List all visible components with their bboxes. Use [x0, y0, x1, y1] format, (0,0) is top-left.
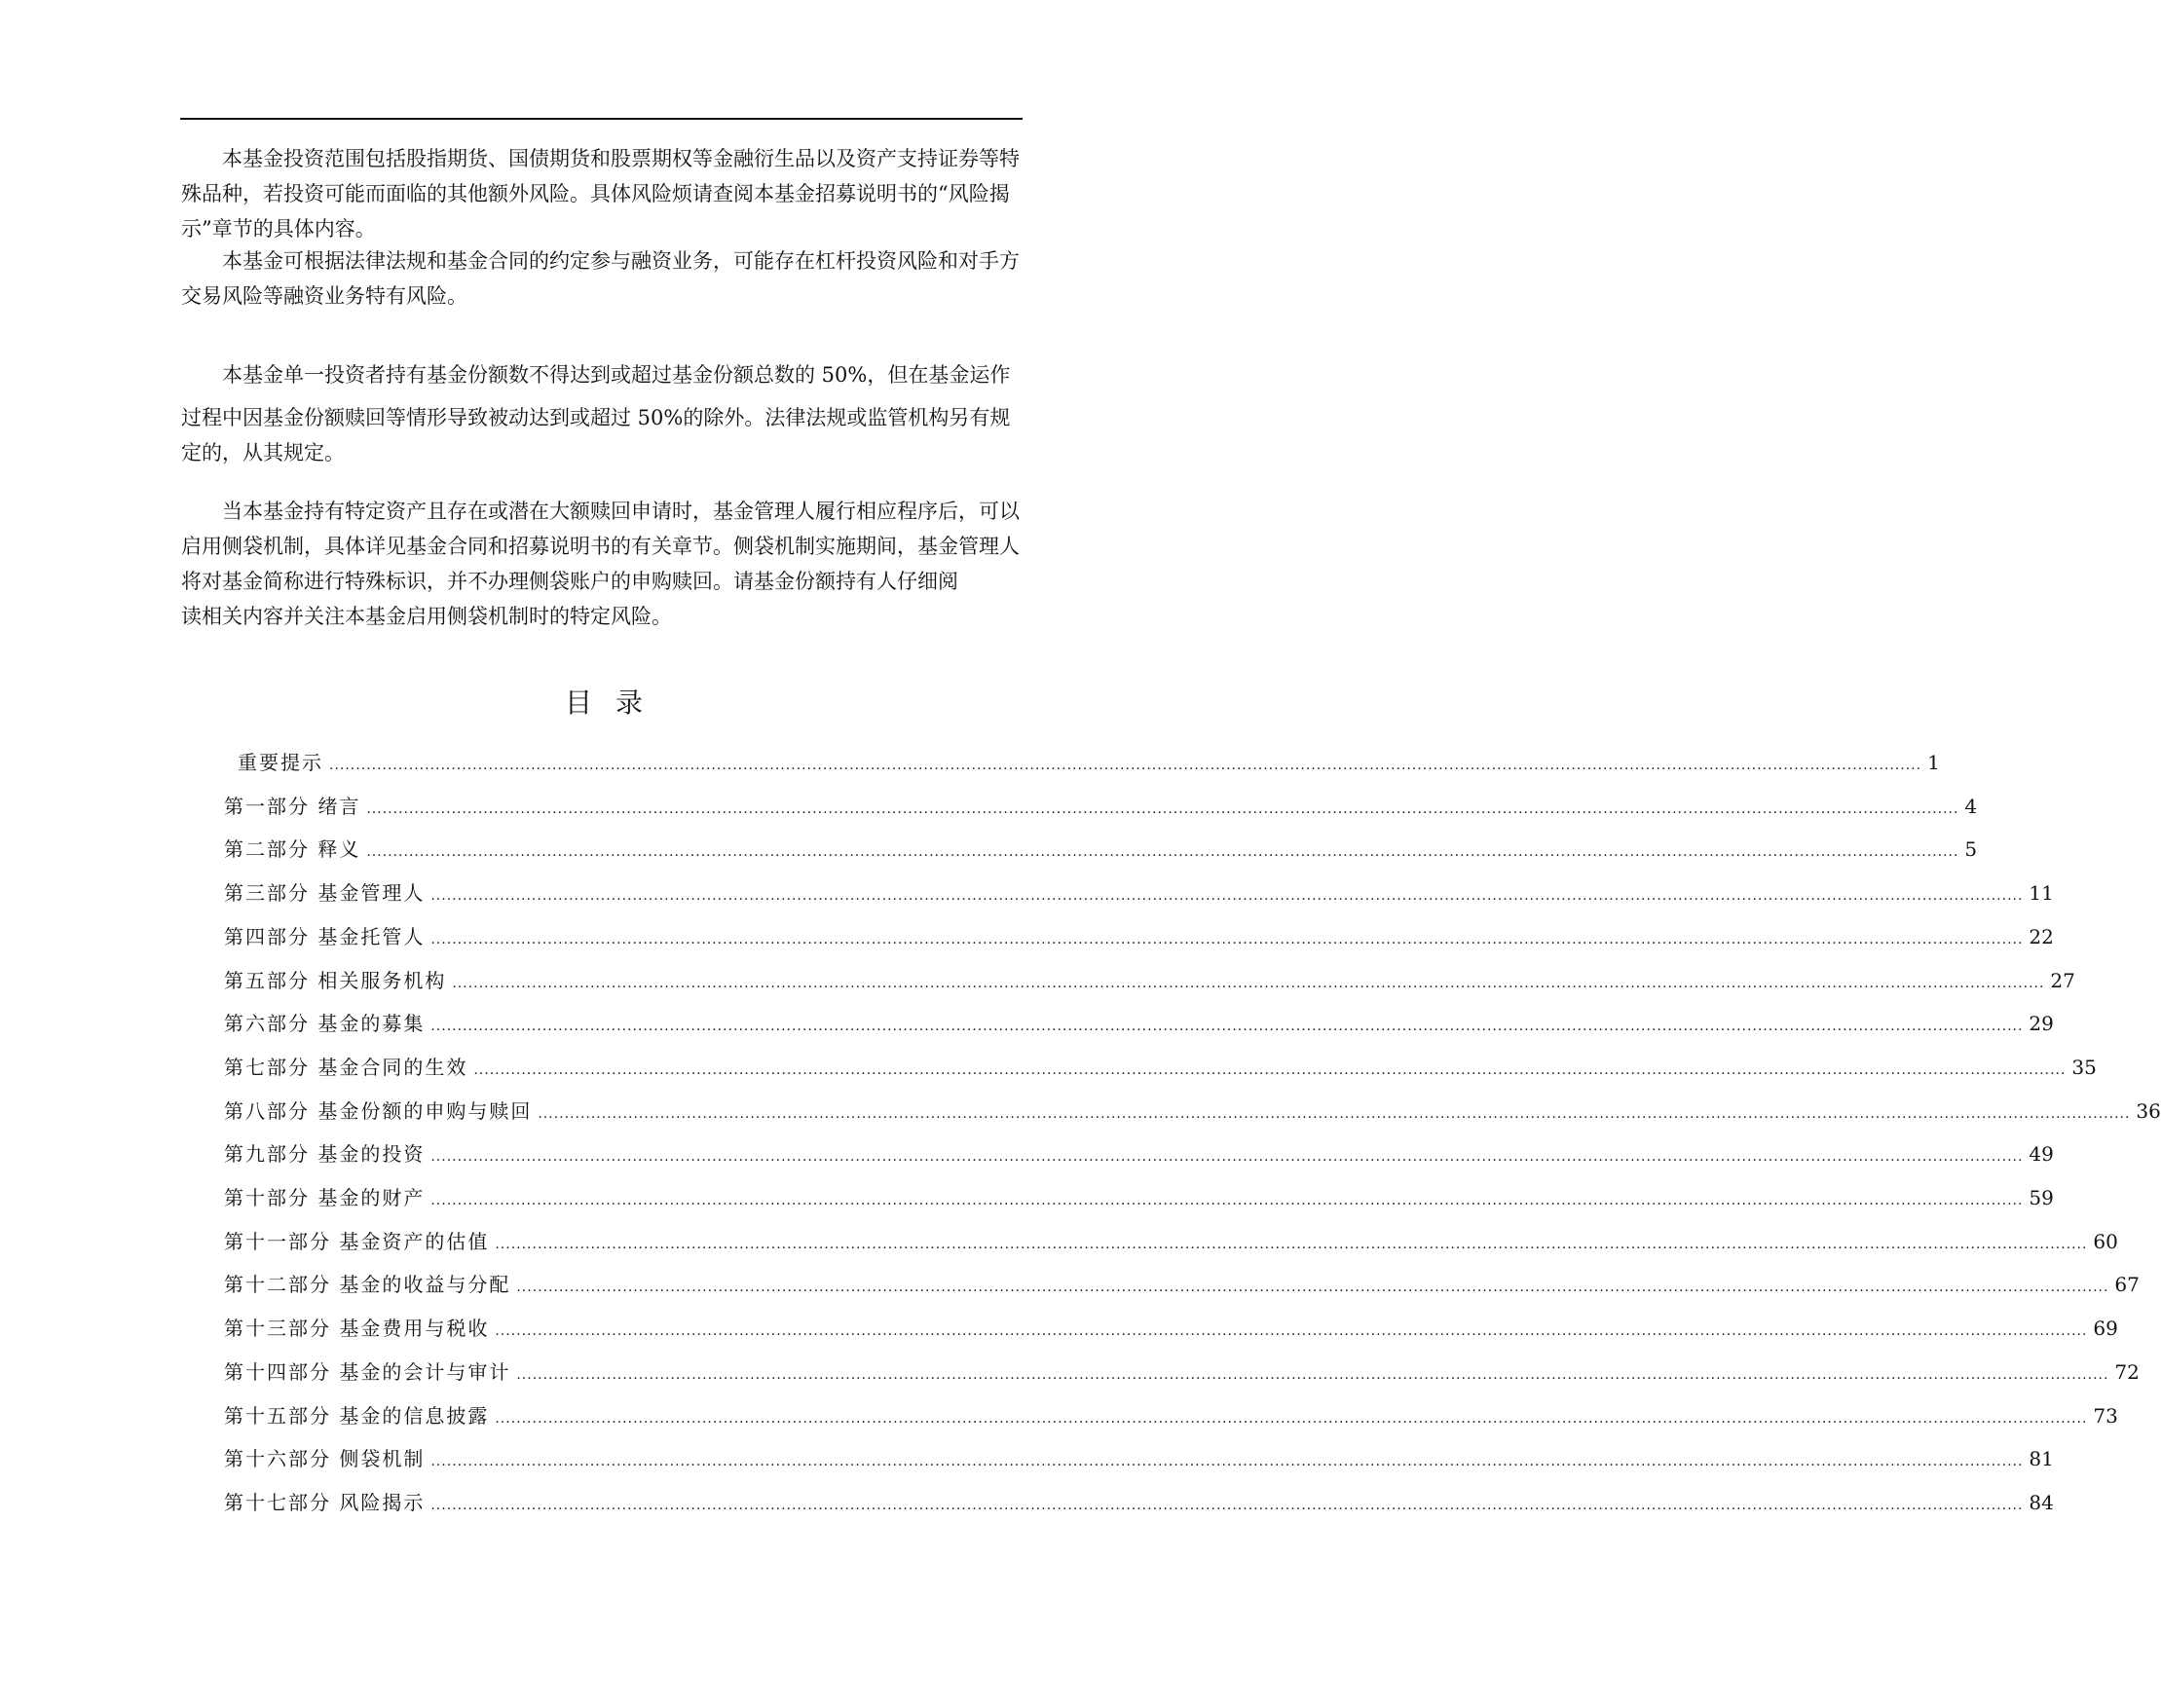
toc-entry-label: 第八部分 基金份额的申购与赎回 — [224, 1098, 533, 1123]
toc-dot-leader: ............................................................................................................................................................................................................................................................................................................ — [516, 1280, 2109, 1296]
toc-entry-page-number: 49 — [2029, 1142, 2054, 1167]
toc-entry[interactable] — [224, 1009, 2054, 1038]
toc-entry-label: 重要提示 — [238, 751, 323, 774]
toc-dot-leader: ............................................................................................................................................................................................................................................................................................................ — [366, 844, 1959, 861]
toc-entry-label: 第十部分 基金的财产 — [224, 1186, 426, 1209]
toc-entry-page-number: 81 — [2029, 1447, 2054, 1471]
risk-paragraph-financing — [181, 243, 1058, 314]
toc-entry-page-number: 35 — [2071, 1055, 2097, 1079]
toc-dot-leader: ............................................................................................................................................................................................................................................................................................................ — [495, 1410, 2088, 1427]
toc-entry[interactable] — [224, 1096, 2161, 1126]
paragraph-line: 过程中因基金份额赎回等情形导致被动达到或超过 50%的除外。法律法规或监管机构另有规 — [181, 406, 1011, 429]
paragraph-line: 示”章节的具体内容。 — [181, 217, 376, 241]
toc-entry-label: 第九部分 基金的投资 — [224, 1142, 426, 1167]
risk-paragraph-derivatives — [181, 141, 1058, 246]
toc-entry-page-number: 11 — [2029, 881, 2054, 906]
toc-entry-label: 第十五部分 基金的信息披露 — [224, 1403, 490, 1428]
toc-entry-page-number: 27 — [2050, 968, 2075, 992]
toc-dot-leader: ............................................................................................................................................................................................................................................................................................................ — [329, 758, 1922, 773]
toc-dot-leader: ............................................................................................................................................................................................................................................................................................................ — [516, 1366, 2109, 1383]
toc-entry-page-number: 59 — [2029, 1186, 2054, 1209]
paragraph-line: 当本基金持有特定资产且存在或潜在大额赎回申请时，基金管理人履行相应程序后，可以 — [222, 500, 1020, 523]
paragraph-line: 读相关内容并关注本基金启用侧袋机制时的特定风险。 — [181, 605, 672, 628]
toc-entry-label: 第七部分 基金合同的生效 — [224, 1055, 468, 1079]
toc-entry-page-number: 5 — [1964, 837, 1978, 862]
toc-entry[interactable] — [224, 1314, 2118, 1343]
paragraph-line: 定的，从其规定。 — [181, 441, 345, 464]
header-rule — [180, 118, 1023, 120]
toc-dot-leader: ............................................................................................................................................................................................................................................................................................................ — [366, 800, 1959, 817]
toc-dot-leader: ............................................................................................................................................................................................................................................................................................................ — [430, 1497, 2024, 1513]
toc-entry-label: 第十七部分 风险揭示 — [224, 1490, 426, 1514]
risk-paragraph-holding-limit — [181, 357, 1058, 470]
toc-entry-page-number: 29 — [2029, 1012, 2054, 1036]
toc-entry-page-number: 22 — [2029, 924, 2054, 948]
toc-entry[interactable] — [224, 1357, 2140, 1387]
toc-entry-page-number: 1 — [1927, 751, 1940, 774]
paragraph-line: 交易风险等融资业务特有风险。 — [181, 284, 467, 308]
toc-entry[interactable] — [224, 792, 1978, 821]
toc-dot-leader: ............................................................................................................................................................................................................................................................................................................ — [430, 1019, 2024, 1035]
toc-dot-leader: ............................................................................................................................................................................................................................................................................................................ — [538, 1105, 2131, 1122]
toc-entry[interactable] — [224, 1139, 2054, 1169]
toc-entry-page-number: 72 — [2114, 1359, 2140, 1384]
toc-entry[interactable] — [224, 1401, 2118, 1430]
toc-dot-leader: ............................................................................................................................................................................................................................................................................................................ — [473, 1061, 2067, 1078]
toc-entry-page-number: 84 — [2029, 1490, 2054, 1514]
toc-entry[interactable] — [224, 922, 2054, 951]
toc-entry[interactable] — [224, 1270, 2140, 1299]
toc-entry[interactable] — [224, 1444, 2054, 1473]
toc-entry-page-number: 67 — [2114, 1273, 2140, 1297]
toc-dot-leader: ............................................................................................................................................................................................................................................................................................................ — [430, 931, 2024, 947]
toc-entry-label: 第一部分 绪言 — [224, 794, 361, 818]
toc-entry-label: 第三部分 基金管理人 — [224, 881, 426, 906]
toc-entry-page-number: 36 — [2136, 1098, 2161, 1123]
toc-entry[interactable] — [224, 1183, 2054, 1212]
toc-entry-label: 第十二部分 基金的收益与分配 — [224, 1273, 511, 1297]
toc-dot-leader: ............................................................................................................................................................................................................................................................................................................ — [495, 1236, 2088, 1252]
paragraph-line: 本基金单一投资者持有基金份额数不得达到或超过基金份额总数的 50%，但在基金运作 — [222, 363, 1011, 387]
toc-dot-leader: ............................................................................................................................................................................................................................................................................................................ — [430, 888, 2024, 905]
toc-entry-page-number: 73 — [2093, 1403, 2118, 1428]
toc-title: 目录 — [564, 687, 666, 719]
toc-entry-page-number: 69 — [2093, 1317, 2118, 1341]
toc-entry-label: 第二部分 释义 — [224, 837, 361, 862]
toc-dot-leader: ............................................................................................................................................................................................................................................................................................................ — [430, 1149, 2024, 1166]
toc-entry-label: 第六部分 基金的募集 — [224, 1012, 426, 1036]
toc-entry-page-number: 60 — [2093, 1229, 2118, 1253]
toc-entry-page-number: 4 — [1964, 794, 1978, 818]
toc-entry-label: 第四部分 基金托管人 — [224, 924, 426, 948]
toc-entry[interactable] — [224, 966, 2075, 995]
paragraph-line: 殊品种，若投资可能而面临的其他额外风险。具体风险烦请查阅本基金招募说明书的“风险揭 — [181, 182, 1010, 205]
paragraph-line: 将对基金简称进行特殊标识，并不办理侧袋账户的申购赎回。请基金份额持有人仔细阅 — [181, 570, 958, 593]
toc-entry[interactable] — [224, 835, 1978, 864]
risk-paragraph-side-pocket — [181, 494, 1058, 634]
toc-dot-leader: ............................................................................................................................................................................................................................................................................................................ — [430, 1454, 2024, 1470]
paragraph-line: 本基金可根据法律法规和基金合同的约定参与融资业务，可能存在杠杆投资风险和对手方 — [222, 249, 1020, 273]
toc-dot-leader: ............................................................................................................................................................................................................................................................................................................ — [452, 975, 2045, 991]
toc-entry[interactable] — [224, 1488, 2054, 1517]
toc-entry-label: 第五部分 相关服务机构 — [224, 968, 447, 992]
toc-entry-label: 第十六部分 侧袋机制 — [224, 1447, 426, 1471]
toc-entry[interactable] — [224, 1053, 2097, 1082]
toc-dot-leader: ............................................................................................................................................................................................................................................................................................................ — [495, 1323, 2088, 1340]
toc-entry[interactable] — [238, 748, 1940, 777]
toc-entry-label: 第十三部分 基金费用与税收 — [224, 1317, 490, 1341]
toc-entry-label: 第十一部分 基金资产的估值 — [224, 1229, 490, 1253]
paragraph-line: 启用侧袋机制，具体详见基金合同和招募说明书的有关章节。侧袋机制实施期间，基金管理人 — [181, 535, 1020, 558]
toc-entry[interactable] — [224, 878, 2054, 908]
paragraph-line: 本基金投资范围包括股指期货、国债期货和股票期权等金融衍生品以及资产支持证券等特 — [222, 147, 1020, 170]
toc-entry[interactable] — [224, 1227, 2118, 1256]
toc-entry-label: 第十四部分 基金的会计与审计 — [224, 1359, 511, 1384]
toc-dot-leader: ............................................................................................................................................................................................................................................................................................................ — [430, 1193, 2024, 1208]
